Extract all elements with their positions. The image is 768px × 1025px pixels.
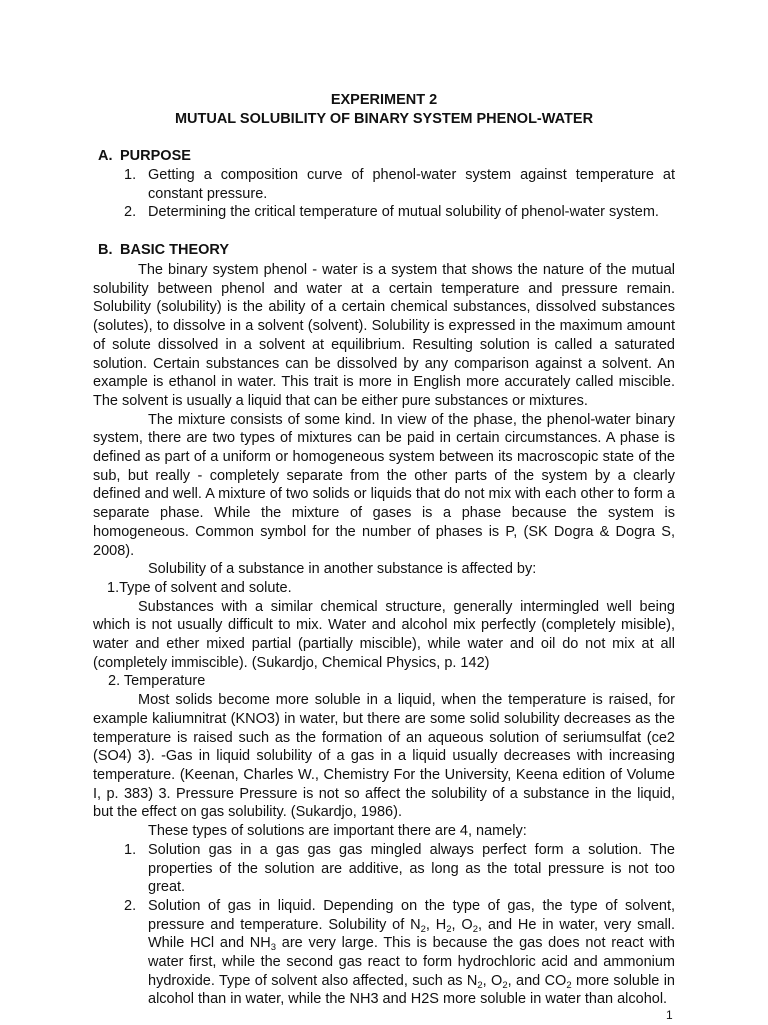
- basic-theory-body: [93, 261, 675, 1009]
- page-number: 1: [666, 1008, 673, 1022]
- section-b-letter: B.: [98, 242, 113, 258]
- list-number: 1.: [124, 841, 137, 858]
- list-number: 1.: [124, 167, 137, 183]
- solution-types-intro: These types of solutions are important there are 4, namely:: [148, 823, 527, 840]
- experiment-title: MUTUAL SOLUBILITY OF BINARY SYSTEM PHENOL-WATER: [174, 111, 594, 127]
- list-item: [93, 841, 675, 897]
- list-item-text: Determining the critical temperature of mutual solubility of phenol-water system.: [148, 204, 659, 221]
- list-item: [93, 897, 675, 1009]
- section-b-heading: [98, 241, 229, 260]
- section-a-heading: [98, 147, 191, 166]
- section-b-title: BASIC THEORY: [120, 242, 230, 258]
- section-a-letter: A.: [98, 148, 113, 164]
- list-number: 2.: [124, 204, 137, 221]
- list-item-text: Getting a composition curve of phenol-water system against temperature at constant pressure.: [148, 167, 675, 202]
- purpose-list: [0, 166, 768, 222]
- list-item: [0, 166, 768, 203]
- list-number: 2.: [124, 897, 137, 914]
- list-item: [0, 203, 768, 222]
- factor-1-title: 1.Type of solvent and solute.: [107, 579, 292, 596]
- theory-paragraph-2: The mixture consists of some kind. In view of the phase, the phenol-water binary system, there are two types of mixtures can be paid in certain circumstances. A phase is defined as part of a uniform or homogeneous system between its macroscopic state of the sub, but really - completely separate from the other parts of the system by a clearly defined and well. A mixture of two solids or liquids that do not mix with each other to form a separate phase. While the mixture of gases is a phase because the system is homogeneous. Common symbol for the number of phases is P, (SK Dogra & Dogra S, 2008).: [93, 411, 675, 559]
- solution-1-text: Solution gas in a gas gas gas mingled always perfect form a solution. The properties of the solution are additive, as long as the total pressure is not too great.: [148, 841, 675, 896]
- section-a-title: PURPOSE: [120, 148, 191, 164]
- solution-2-text: Solution of gas in liquid. Depending on the type of gas, the type of solvent, pressure and temperature. Solubility of $N_2$, $H_2$, $O_2$, and He in water, very small. While HCl and $NH_3$ are very large. This is because the gas does not react with water first, while the second gas react to form hydrochloric acid and ammonium hydroxide. Type of solvent also affected, such as $N_2$, $O_2$, and $CO_2$ more soluble in alcohol than in water, while the NH3 and H2S more soluble in water than alcohol.: [148, 897, 675, 1008]
- factor-2-paragraph: Most solids become more soluble in a liquid, when the temperature is raised, for example kaliumnitrat (KNO3) in water, but there are some solid solubility decreases as the temperature is raised such as the formation of an aqueous solution of seriumsulfat (ce2 (SO4) 3). -Gas in liquid solubility of a gas in a liquid usually decreases with increasing temperature. (Keenan, Charles W., Chemistry For the University, Keena edition of Volume I, p. 383) 3. Pressure Pressure is not so affect the solubility of a substance in the liquid, but the effect on gas solubility. (Sukardjo, 1986).: [93, 692, 675, 821]
- factor-2-title: 2. Temperature: [108, 673, 206, 690]
- affected-by-intro: Solubility of a substance in another substance is affected by:: [148, 561, 537, 578]
- theory-paragraph-1: The binary system phenol - water is a system that shows the nature of the mutual solubility between phenol and water at a certain temperature and pressure remain. Solubility (solubility) is the ability of a certain chemical substances, dissolved substances (solutes), to dissolve in a solvent (solvent). Solubility is expressed in the maximum amount of solute dissolved in a solvent at equilibrium. Resulting solution is called a saturated solution. Certain substances can be dissolved by any comparison against a solvent. An example is ethanol in water. This trait is more in English more accurately called miscible. The solvent is usually a liquid that can be either pure substances or mixtures.: [93, 262, 675, 409]
- experiment-number: EXPERIMENT 2: [330, 92, 438, 108]
- factor-1-paragraph: Substances with a similar chemical structure, generally intermingled well being which is not usually difficult to mix. Water and alcohol mix perfectly (completely misible), water and ether mixed partial (partially miscible), while water and oil do not mix at all (completely immiscible). (Sukardjo, Chemical Physics, p. 142): [93, 598, 675, 671]
